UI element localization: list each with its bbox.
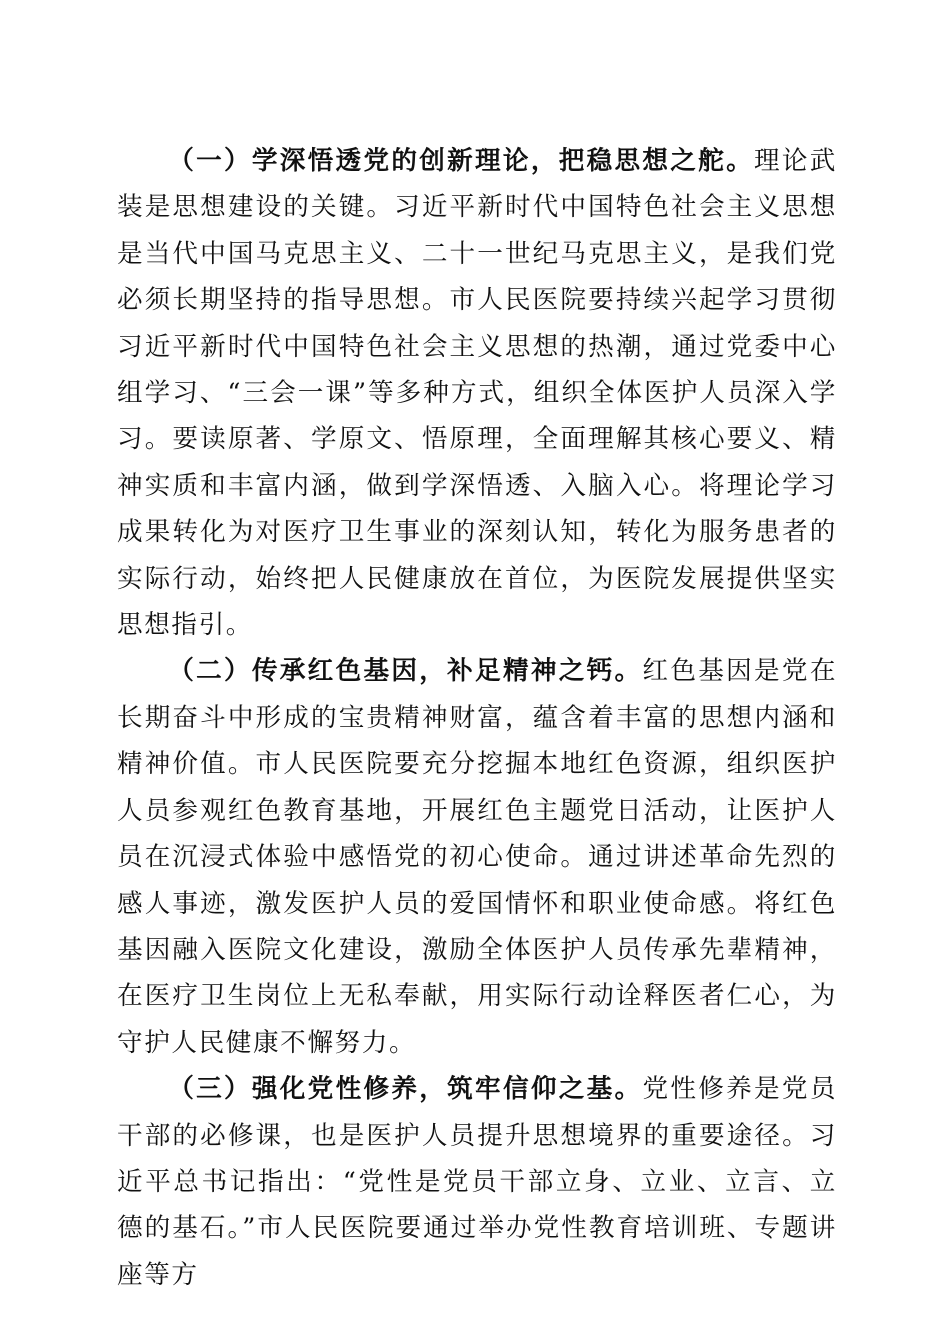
paragraph-3-text: 党性修养是党员干部的必修课，也是医护人员提升思想境界的重要途径。习近平总书记指出：“党性是党员干部立身、立业、立言、立德的基石。”市人民医院要通过举办党性教育培训班、专题讲座等方 <box>117 1074 838 1290</box>
document-body <box>117 138 837 1298</box>
paragraph-2-heading: （二）传承红色基因，补足精神之钙。 <box>168 656 643 687</box>
paragraph-1-heading: （一）学深悟透党的创新理论，把稳思想之舵。 <box>168 146 754 176</box>
paragraph-3-heading: （三）强化党性修养，筑牢信仰之基。 <box>168 1074 643 1105</box>
paragraph-2 <box>117 648 837 1066</box>
paragraph-1 <box>117 138 837 648</box>
paragraph-1-text: 理论武装是思想建设的关键。习近平新时代中国特色社会主义思想是当代中国马克思主义、二十一世纪马克思主义，是我们党必须长期坚持的指导思想。市人民医院要持续兴起学习贯彻习近平新时代中国特色社会主义思想的热潮，通过党委中心组学习、“三会一课”等多种方式，组织全体医护人员深入学习。要读原著、学原文、悟原理，全面理解其核心要义、精神实质和丰富内涵，做到学深悟透、入脑入心。将理论学习成果转化为对医疗卫生事业的深刻认知，转化为服务患者的实际行动，始终把人民健康放在首位，为医院发展提供坚实思想指引。 <box>117 146 837 641</box>
paragraph-3 <box>117 1066 837 1298</box>
paragraph-2-text: 红色基因是党在长期奋斗中形成的宝贵精神财富，蕴含着丰富的思想内涵和精神价值。市人民医院要充分挖掘本地红色资源，组织医护人员参观红色教育基地，开展红色主题党日活动，让医护人员在沉浸式体验中感悟党的初心使命。通过讲述革命先烈的感人事迹，激发医护人员的爱国情怀和职业使命感。将红色基因融入医院文化建设，激励全体医护人员传承先辈精神，在医疗卫生岗位上无私奉献，用实际行动诠释医者仁心，为守护人民健康不懈努力。 <box>117 656 838 1058</box>
